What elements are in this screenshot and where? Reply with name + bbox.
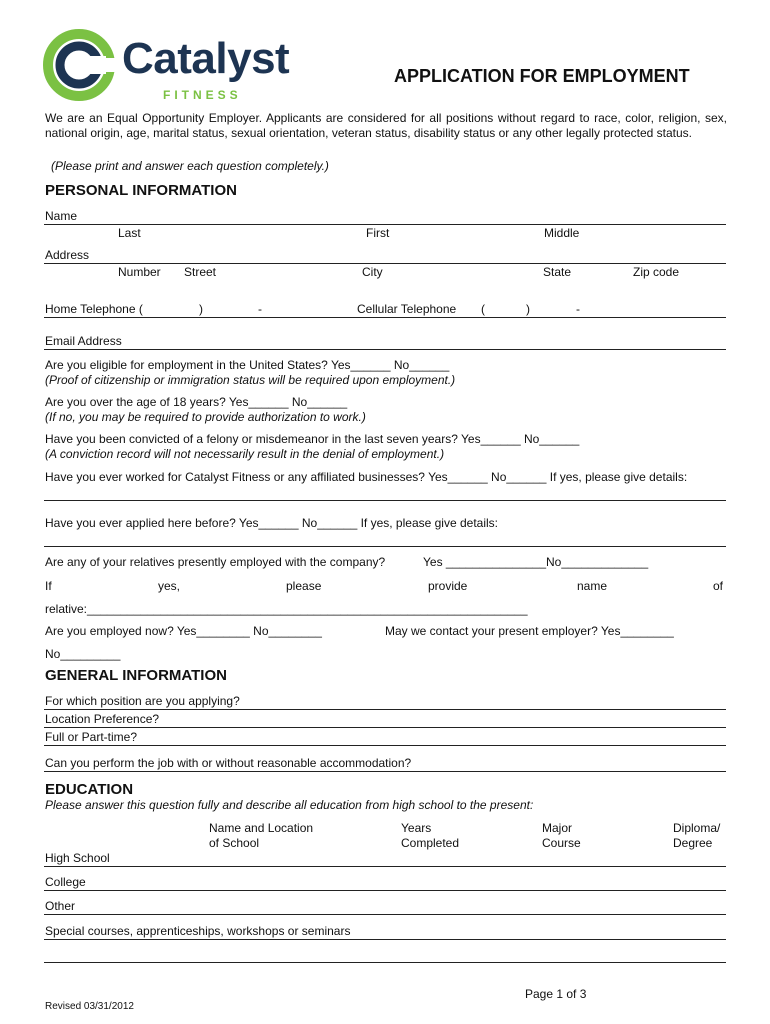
high-school-field[interactable]: [44, 866, 726, 867]
cell-telephone-label: Cellular Telephone: [357, 302, 457, 316]
location-field[interactable]: [44, 727, 726, 728]
special-courses-field-2[interactable]: [44, 962, 726, 963]
name-field[interactable]: [44, 224, 726, 225]
contact-no: No_________: [45, 647, 121, 661]
age-question: Are you over the age of 18 years? Yes______ No______: [45, 395, 348, 409]
relative-field[interactable]: relative:__________________________________________________________________: [45, 602, 528, 616]
col-completed: Completed: [401, 836, 460, 850]
address-field[interactable]: [44, 263, 726, 264]
position-field[interactable]: [44, 709, 726, 710]
first-label: First: [366, 226, 390, 240]
education-instruction: Please answer this question fully and describe all education from high school to the present:: [45, 798, 534, 812]
special-courses-label: Special courses, apprenticeships, workshops or seminars: [45, 924, 351, 938]
instruction-text: (Please print and answer each question completely.): [51, 159, 329, 173]
cell-tel-paren-open: (: [481, 302, 485, 316]
applied-details-field[interactable]: [44, 546, 726, 547]
page-title: APPLICATION FOR EMPLOYMENT: [394, 66, 690, 86]
email-label: Email Address: [45, 334, 122, 348]
relative-name: name: [577, 579, 608, 593]
col-name-location: Name and Location: [209, 821, 314, 835]
fulltime-field[interactable]: [44, 745, 726, 746]
location-label: Location Preference?: [45, 712, 160, 726]
email-field[interactable]: [44, 349, 726, 350]
relative-provide: provide: [428, 579, 468, 593]
eoe-statement: We are an Equal Opportunity Employer. Applicants are considered for all positions without regard to race, color, religion, sex, national origin, age, marital status, sexual orientation, veteran status, disability status or any other legally protected status.: [45, 111, 727, 140]
middle-label: Middle: [544, 226, 580, 240]
other-field[interactable]: [44, 914, 726, 915]
logo-wordmark: Catalyst: [122, 34, 290, 83]
zip-label: Zip code: [633, 265, 680, 279]
col-major: Major: [542, 821, 573, 835]
logo-subtitle: FITNESS: [163, 88, 242, 102]
relatives-question: Are any of your relatives presently employed with the company?: [45, 555, 386, 569]
felony-note: (A conviction record will not necessarily result in the denial of employment.): [45, 447, 445, 461]
position-label: For which position are you applying?: [45, 694, 240, 708]
contact-question: May we contact your present employer? Yes________: [385, 624, 674, 638]
eligible-question: Are you eligible for employment in the United States? Yes______ No______: [45, 358, 450, 372]
fulltime-label: Full or Part-time?: [45, 730, 138, 744]
revised-date: Revised 03/31/2012: [45, 1001, 134, 1012]
cell-tel-paren-close: ): [526, 302, 530, 316]
city-label: City: [362, 265, 383, 279]
col-years: Years: [401, 821, 432, 835]
relative-of: of: [713, 579, 724, 593]
number-label: Number: [118, 265, 161, 279]
accommodation-field[interactable]: [44, 771, 726, 772]
worked-question: Have you ever worked for Catalyst Fitness or any affiliated businesses? Yes______ No______ If yes, please give details:: [45, 470, 688, 484]
special-courses-field[interactable]: [44, 939, 726, 940]
street-label: Street: [184, 265, 217, 279]
general-info-heading: GENERAL INFORMATION: [45, 667, 227, 684]
name-label: Name: [45, 209, 78, 223]
personal-info-heading: PERSONAL INFORMATION: [45, 182, 237, 199]
high-school-label: High School: [45, 851, 110, 865]
relatives-yes-no: Yes _______________No_____________: [423, 555, 649, 569]
education-heading: EDUCATION: [45, 781, 134, 798]
state-label: State: [543, 265, 572, 279]
relative-please: please: [286, 579, 322, 593]
home-tel-dash: -: [258, 302, 262, 316]
home-tel-paren-close: ): [199, 302, 203, 316]
col-degree: Degree: [673, 836, 713, 850]
col-diploma: Diploma/: [673, 821, 721, 835]
col-course: Course: [542, 836, 581, 850]
address-label: Address: [45, 248, 90, 262]
relative-yes: yes,: [158, 579, 181, 593]
page-number: Page 1 of 3: [525, 987, 587, 1001]
other-label: Other: [45, 899, 76, 913]
worked-details-field[interactable]: [44, 500, 726, 501]
home-telephone-label: Home Telephone (: [45, 302, 143, 316]
accommodation-label: Can you perform the job with or without reasonable accommodation?: [45, 756, 412, 770]
telephone-field[interactable]: [44, 317, 726, 318]
col-of-school: of School: [209, 836, 260, 850]
college-field[interactable]: [44, 890, 726, 891]
eligible-note: (Proof of citizenship or immigration status will be required upon employment.): [45, 373, 456, 387]
applied-question: Have you ever applied here before? Yes______ No______ If yes, please give details:: [45, 516, 498, 530]
age-note: (If no, you may be required to provide authorization to work.): [45, 410, 366, 424]
logo-mark-icon: [42, 28, 116, 102]
college-label: College: [45, 875, 86, 889]
felony-question: Have you been convicted of a felony or misdemeanor in the last seven years? Yes______ No______: [45, 432, 580, 446]
relative-if: If: [45, 579, 52, 593]
last-label: Last: [118, 226, 141, 240]
cell-tel-dash: -: [576, 302, 580, 316]
employed-question: Are you employed now? Yes________ No________: [45, 624, 322, 638]
